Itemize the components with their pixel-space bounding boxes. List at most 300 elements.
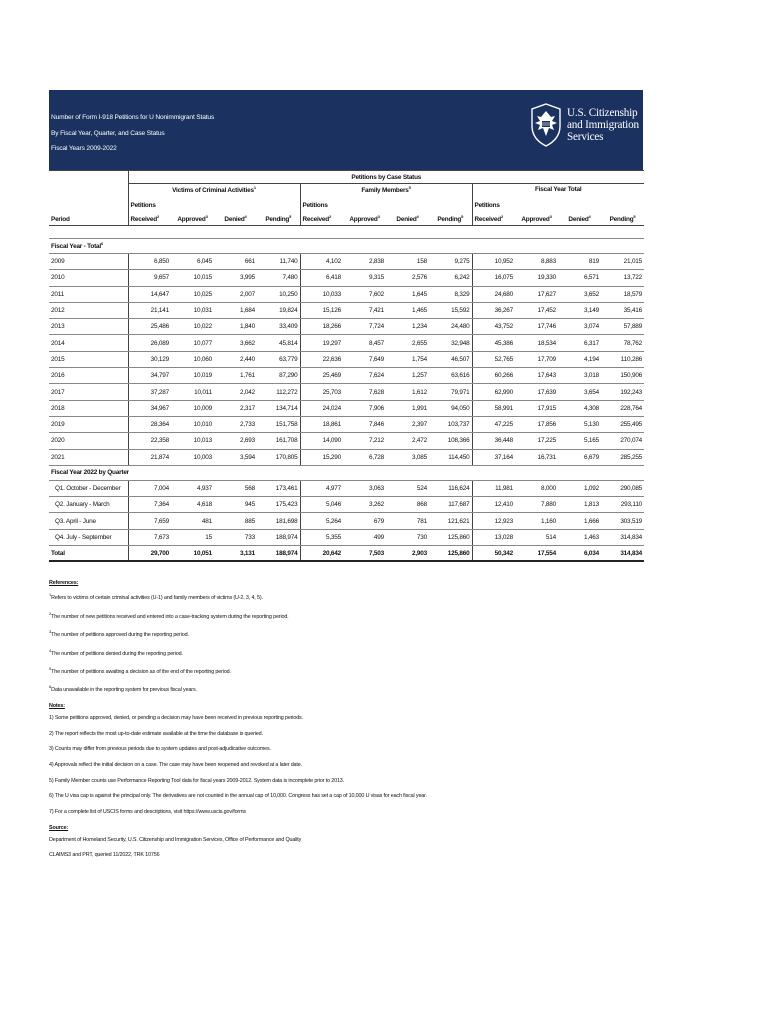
table-cell: 9,315	[343, 270, 386, 286]
table-cell: 188,974	[257, 529, 300, 545]
table-cell: 78,762	[601, 335, 644, 351]
table-cell: 36,448	[472, 433, 515, 449]
references-heading: References:	[49, 580, 79, 587]
table-cell: 9,275	[429, 254, 472, 270]
table-cell: 6,317	[558, 335, 601, 351]
source-line1: Department of Homeland Security, U.S. Citizenship and Immigration Services, Office of Performance and Quality	[49, 836, 302, 843]
table-cell: 3,995	[214, 270, 257, 286]
table-cell: 175,423	[257, 497, 300, 513]
table-cell: 63,616	[429, 368, 472, 384]
super-header-row	[49, 171, 644, 184]
group-header-row	[49, 184, 644, 196]
table-cell: 13,722	[601, 270, 644, 286]
table-cell: 4,937	[171, 480, 214, 496]
fiscal-year-row	[49, 286, 644, 302]
table-cell: 112,272	[257, 384, 300, 400]
table-cell: 6,850	[128, 254, 171, 270]
table-cell: 7,602	[343, 286, 386, 302]
table-cell: 4,308	[558, 400, 601, 416]
row-period: 2018	[49, 400, 128, 416]
fiscal-year-row	[49, 400, 644, 416]
table-cell: 228,764	[601, 400, 644, 416]
table-cell: 7,846	[343, 416, 386, 432]
table-cell: 3,652	[558, 286, 601, 302]
table-cell: 4,194	[558, 351, 601, 367]
table-cell: 110,286	[601, 351, 644, 367]
table-cell: 6,045	[171, 254, 214, 270]
fiscal-year-row	[49, 254, 644, 270]
table-cell: 1,160	[515, 513, 558, 529]
table-cell: 10,952	[472, 254, 515, 270]
row-period: 2019	[49, 416, 128, 432]
table-cell: 1,463	[558, 529, 601, 545]
reference-item: $^4$The number of petitions denied during the reporting period.	[49, 647, 183, 657]
fiscal-year-row	[49, 449, 644, 465]
table-cell: 7,212	[343, 433, 386, 449]
table-cell: 34,967	[128, 400, 171, 416]
table-cell: 1,754	[386, 351, 429, 367]
table-cell: 19,824	[257, 302, 300, 318]
table-cell: 1,257	[386, 368, 429, 384]
quarter-row	[49, 529, 644, 545]
table-cell: 7,628	[343, 384, 386, 400]
table-cell: 151,758	[257, 416, 300, 432]
table-cell: 819	[558, 254, 601, 270]
table-cell: 15,126	[300, 302, 343, 318]
table-cell: 7,004	[128, 480, 171, 496]
table-cell: 7,673	[128, 529, 171, 545]
table-cell: 781	[386, 513, 429, 529]
super-header: Petitions by Case Status	[128, 171, 644, 184]
table-cell: 30,129	[128, 351, 171, 367]
table-cell: 1,465	[386, 302, 429, 318]
table-cell: 10,010	[171, 416, 214, 432]
table-cell: 8,883	[515, 254, 558, 270]
table-cell: 10,022	[171, 319, 214, 335]
table-cell: 5,130	[558, 416, 601, 432]
table-cell: 18,861	[300, 416, 343, 432]
table-cell: 8,457	[343, 335, 386, 351]
period-header: Period	[51, 216, 70, 223]
table-cell: 314,834	[601, 546, 644, 562]
table-cell: 43,752	[472, 319, 515, 335]
table-cell: 181,698	[257, 513, 300, 529]
notes-heading: Notes:	[49, 702, 65, 709]
table-cell: 255,495	[601, 416, 644, 432]
table-cell: 10,033	[300, 286, 343, 302]
source-line2: CLAIMS3 and PRT, queried 11/2022, TRK 10756	[49, 852, 160, 859]
group-fiscal-year-total: Fiscal Year Total	[472, 184, 644, 196]
table-cell: 290,085	[601, 480, 644, 496]
family-approved-header: Approved$^3$	[349, 213, 380, 223]
quarter-rows	[49, 480, 644, 561]
table-cell: 117,687	[429, 497, 472, 513]
table-cell: 28,364	[128, 416, 171, 432]
table-cell: 16,075	[472, 270, 515, 286]
table-cell: 7,659	[128, 513, 171, 529]
table-cell: 661	[214, 254, 257, 270]
row-period: 2011	[49, 286, 128, 302]
table-cell: 17,627	[515, 286, 558, 302]
table-cell: 108,366	[429, 433, 472, 449]
table-cell: 20,642	[300, 546, 343, 562]
row-period: Q4. July - September	[49, 529, 128, 545]
family-denied-header: Denied$^4$	[396, 213, 419, 223]
table-cell: 8,329	[429, 286, 472, 302]
table-cell: 8,000	[515, 480, 558, 496]
quarter-row	[49, 513, 644, 529]
reference-item: $^1$Refers to victims of certain criminal activities (U-1) and family members of victims (U-2, 3, 4, 5).	[49, 592, 263, 601]
table-cell: 4,102	[300, 254, 343, 270]
table-cell: 5,355	[300, 529, 343, 545]
table-cell: 134,714	[257, 400, 300, 416]
table-cell: 173,461	[257, 480, 300, 496]
row-period: Q3. April - June	[49, 513, 128, 529]
table-cell: 3,662	[214, 335, 257, 351]
table-cell: 19,330	[515, 270, 558, 286]
row-period: Total	[49, 546, 128, 562]
table-cell: 5,046	[300, 497, 343, 513]
petitions-table	[49, 170, 644, 562]
table-cell: 24,480	[429, 319, 472, 335]
table-cell: 45,386	[472, 335, 515, 351]
table-cell: 161,708	[257, 433, 300, 449]
table-cell: 885	[214, 513, 257, 529]
table-cell: 499	[343, 529, 386, 545]
table-cell: 24,024	[300, 400, 343, 416]
table-cell: 7,421	[343, 302, 386, 318]
table-cell: 6,571	[558, 270, 601, 286]
fiscal-year-row	[49, 319, 644, 335]
table-cell: 62,990	[472, 384, 515, 400]
table-cell: 125,860	[429, 529, 472, 545]
table-cell: 121,621	[429, 513, 472, 529]
table-cell: 103,737	[429, 416, 472, 432]
table-cell: 24,680	[472, 286, 515, 302]
report-fiscal-years: Fiscal Years 2009-2022	[51, 145, 117, 152]
table-cell: 114,450	[429, 449, 472, 465]
table-cell: 10,003	[171, 449, 214, 465]
table-cell: 303,519	[601, 513, 644, 529]
total-pending-header: Pending$^5$	[609, 213, 636, 223]
table-cell: 1,840	[214, 319, 257, 335]
table-cell: 12,923	[472, 513, 515, 529]
family-received-header: Petitions Received$^2$	[300, 195, 343, 226]
victims-pending-header: Pending$^5$	[265, 213, 292, 223]
table-cell: 945	[214, 497, 257, 513]
report-banner	[49, 90, 643, 170]
group-family-members: Family Members$^5$	[300, 184, 472, 196]
table-cell: 46,507	[429, 351, 472, 367]
row-period: 2012	[49, 302, 128, 318]
table-cell: 60,266	[472, 368, 515, 384]
table-cell: 188,974	[257, 546, 300, 562]
reference-item: $^3$The number of petitions approved during the reporting period.	[49, 629, 189, 638]
reference-item: $^5$The number of petitions awaiting a decision as of the end of the reporting period.	[49, 665, 231, 675]
table-cell: 2,733	[214, 416, 257, 432]
table-cell: 125,860	[429, 546, 472, 562]
table-cell: 17,709	[515, 351, 558, 367]
fiscal-year-row	[49, 351, 644, 367]
table-cell: 17,452	[515, 302, 558, 318]
row-period: 2013	[49, 319, 128, 335]
table-cell: 1,092	[558, 480, 601, 496]
fiscal-year-row	[49, 270, 644, 286]
table-cell: 4,977	[300, 480, 343, 496]
table-cell: 7,724	[343, 319, 386, 335]
report-subtitle: By Fiscal Year, Quarter, and Case Status	[51, 129, 165, 137]
column-header-row	[49, 195, 644, 226]
dhs-seal-icon	[529, 102, 563, 148]
table-cell: 17,225	[515, 433, 558, 449]
table-cell: 11,740	[257, 254, 300, 270]
quarter-row	[49, 497, 644, 513]
reference-item: $^6$Data unavailable in the reporting system for previous fiscal years.	[49, 684, 197, 694]
table-cell: 270,074	[601, 433, 644, 449]
table-cell: 285,255	[601, 449, 644, 465]
table-cell: 7,480	[257, 270, 300, 286]
note-item: 4) Approvals reflect the initial decision on a case. The case may have been reopened and revoked at a later date.	[49, 762, 302, 769]
table-cell: 17,746	[515, 319, 558, 335]
table-cell: 1,684	[214, 302, 257, 318]
table-cell: 2,576	[386, 270, 429, 286]
table-cell: 7,503	[343, 546, 386, 562]
table-cell: 6,242	[429, 270, 472, 286]
table-cell: 17,915	[515, 400, 558, 416]
table-cell: 19,297	[300, 335, 343, 351]
table-cell: 3,063	[343, 480, 386, 496]
note-item: 5) Family Member counts use Performance Reporting Tool data for fiscal years 2009-2012. System data is incomplete prior to 2013.	[49, 777, 345, 784]
table-cell: 18,266	[300, 319, 343, 335]
table-cell: 730	[386, 529, 429, 545]
note-item: 7) For a complete list of USCIS forms and descriptions, visit https://www.uscis.gov/forms	[49, 809, 246, 816]
table-cell: 37,164	[472, 449, 515, 465]
row-period: 2021	[49, 449, 128, 465]
table-cell: 32,948	[429, 335, 472, 351]
table-cell: 2,472	[386, 433, 429, 449]
table-cell: 5,264	[300, 513, 343, 529]
fiscal-year-row	[49, 335, 644, 351]
agency-name-line1: U.S. Citizenship	[567, 107, 638, 119]
table-cell: 17,643	[515, 368, 558, 384]
table-cell: 16,731	[515, 449, 558, 465]
table-cell: 1,761	[214, 368, 257, 384]
table-cell: 6,418	[300, 270, 343, 286]
table-cell: 1,234	[386, 319, 429, 335]
table-cell: 568	[214, 480, 257, 496]
reference-item: $^2$The number of new petitions received and entered into a case-tracking system during the reporting period.	[49, 610, 289, 620]
row-period: 2009	[49, 254, 128, 270]
table-cell: 11,981	[472, 480, 515, 496]
table-cell: 7,880	[515, 497, 558, 513]
table-cell: 6,034	[558, 546, 601, 562]
note-item: 2) The report reflects the most up-to-date estimate available at the time the database is queried.	[49, 730, 263, 737]
table-cell: 94,050	[429, 400, 472, 416]
table-cell: 21,015	[601, 254, 644, 270]
table-cell: 87,290	[257, 368, 300, 384]
references-block	[49, 580, 643, 693]
note-item: 3) Counts may differ from previous periods due to system updates and post-adjudicative outcomes.	[49, 746, 271, 753]
table-cell: 170,805	[257, 449, 300, 465]
table-cell: 314,834	[601, 529, 644, 545]
row-period: 2017	[49, 384, 128, 400]
table-cell: 26,089	[128, 335, 171, 351]
table-cell: 36,267	[472, 302, 515, 318]
report-title: Number of Form I-918 Petitions for U Nonimmigrant Status	[51, 114, 215, 121]
fiscal-year-row	[49, 384, 644, 400]
table-cell: 22,636	[300, 351, 343, 367]
table-cell: 2,042	[214, 384, 257, 400]
table-cell: 1,813	[558, 497, 601, 513]
victims-denied-header: Denied$^4$	[224, 213, 247, 223]
table-cell: 15,592	[429, 302, 472, 318]
table-cell: 9,657	[128, 270, 171, 286]
group-victims: Victims of Criminal Activities$^1$	[128, 184, 300, 196]
table-cell: 14,647	[128, 286, 171, 302]
agency-wordmark	[567, 107, 639, 143]
table-cell: 1,645	[386, 286, 429, 302]
table-cell: 7,649	[343, 351, 386, 367]
table-cell: 17,856	[515, 416, 558, 432]
table-cell: 6,679	[558, 449, 601, 465]
row-period: 2010	[49, 270, 128, 286]
table-cell: 3,131	[214, 546, 257, 562]
table-cell: 79,971	[429, 384, 472, 400]
total-denied-header: Denied$^4$	[568, 213, 591, 223]
victims-approved-header: Approved$^3$	[177, 213, 208, 223]
quarter-row	[49, 480, 644, 496]
table-cell: 3,018	[558, 368, 601, 384]
agency-name-line3: Services	[567, 131, 604, 143]
fiscal-year-row	[49, 416, 644, 432]
note-item: 1) Some petitions approved, denied, or pending a decision may have been received in previous reporting periods.	[49, 714, 303, 721]
table-cell: 6,728	[343, 449, 386, 465]
table-cell: 29,700	[128, 546, 171, 562]
table-cell: 25,469	[300, 368, 343, 384]
table-cell: 35,416	[601, 302, 644, 318]
section-fiscal-year-total: Fiscal Year - Total$^6$	[49, 239, 644, 254]
table-cell: 18,579	[601, 286, 644, 302]
table-cell: 7,364	[128, 497, 171, 513]
table-cell: 1,612	[386, 384, 429, 400]
table-cell: 158	[386, 254, 429, 270]
row-period: Q2. January - March	[49, 497, 128, 513]
table-cell: 3,654	[558, 384, 601, 400]
fiscal-year-row	[49, 433, 644, 449]
row-period: 2015	[49, 351, 128, 367]
table-cell: 481	[171, 513, 214, 529]
table-cell: 10,051	[171, 546, 214, 562]
victims-received-header: Petitions Received$^2$	[128, 195, 171, 226]
table-cell: 679	[343, 513, 386, 529]
table-cell: 10,250	[257, 286, 300, 302]
note-item: 6) The U visa cap is against the principal only. The derivatives are not counted in the annual cap of 10,000. Congress has set a cap of 10,000 U visas for each fiscal year.	[49, 793, 427, 800]
table-cell: 733	[214, 529, 257, 545]
table-cell: 3,594	[214, 449, 257, 465]
table-cell: 17,554	[515, 546, 558, 562]
source-block	[49, 825, 643, 859]
table-cell: 3,074	[558, 319, 601, 335]
table-cell: 10,015	[171, 270, 214, 286]
table-cell: 2,838	[343, 254, 386, 270]
report-title-block	[51, 110, 214, 157]
table-cell: 7,906	[343, 400, 386, 416]
table-cell: 21,141	[128, 302, 171, 318]
row-period: 2014	[49, 335, 128, 351]
table-cell: 2,903	[386, 546, 429, 562]
table-cell: 3,149	[558, 302, 601, 318]
table-cell: 1,666	[558, 513, 601, 529]
table-cell: 34,797	[128, 368, 171, 384]
table-cell: 116,624	[429, 480, 472, 496]
table-cell: 868	[386, 497, 429, 513]
table-cell: 192,243	[601, 384, 644, 400]
table-cell: 1,991	[386, 400, 429, 416]
table-cell: 63,779	[257, 351, 300, 367]
spacer-row	[49, 226, 644, 239]
section-fy2022-quarters: Fiscal Year 2022 by Quarter	[49, 465, 644, 480]
table-cell: 524	[386, 480, 429, 496]
family-pending-header: Pending$^5$	[437, 213, 464, 223]
document	[49, 90, 643, 868]
row-period: 2020	[49, 433, 128, 449]
row-period: 2016	[49, 368, 128, 384]
table-cell: 7,624	[343, 368, 386, 384]
table-cell: 52,765	[472, 351, 515, 367]
table-cell: 12,410	[472, 497, 515, 513]
table-cell: 21,874	[128, 449, 171, 465]
table-cell: 3,262	[343, 497, 386, 513]
table-cell: 45,814	[257, 335, 300, 351]
table-cell: 10,013	[171, 433, 214, 449]
total-approved-header: Approved$^3$	[521, 213, 552, 223]
table-cell: 3,085	[386, 449, 429, 465]
table-cell: 514	[515, 529, 558, 545]
table-cell: 5,165	[558, 433, 601, 449]
table-cell: 4,618	[171, 497, 214, 513]
table-cell: 150,906	[601, 368, 644, 384]
table-cell: 10,025	[171, 286, 214, 302]
table-cell: 58,991	[472, 400, 515, 416]
table-cell: 10,009	[171, 400, 214, 416]
table-cell: 2,397	[386, 416, 429, 432]
table-cell: 18,534	[515, 335, 558, 351]
table-cell: 25,486	[128, 319, 171, 335]
table-cell: 33,409	[257, 319, 300, 335]
table-cell: 57,889	[601, 319, 644, 335]
table-cell: 50,342	[472, 546, 515, 562]
total-row	[49, 546, 644, 562]
table-cell: 15,290	[300, 449, 343, 465]
table-cell: 10,031	[171, 302, 214, 318]
fiscal-year-rows	[49, 254, 644, 466]
table-cell: 13,028	[472, 529, 515, 545]
table-cell: 2,317	[214, 400, 257, 416]
table-cell: 10,019	[171, 368, 214, 384]
row-period: Q1. October - December	[49, 480, 128, 496]
table-cell: 10,077	[171, 335, 214, 351]
table-cell: 17,639	[515, 384, 558, 400]
table-cell: 2,007	[214, 286, 257, 302]
table-cell: 25,703	[300, 384, 343, 400]
table-cell: 14,090	[300, 433, 343, 449]
notes-block	[49, 703, 643, 815]
fiscal-year-row	[49, 368, 644, 384]
source-heading: Source:	[49, 824, 69, 831]
table-cell: 15	[171, 529, 214, 545]
table-cell: 10,060	[171, 351, 214, 367]
fiscal-year-row	[49, 302, 644, 318]
